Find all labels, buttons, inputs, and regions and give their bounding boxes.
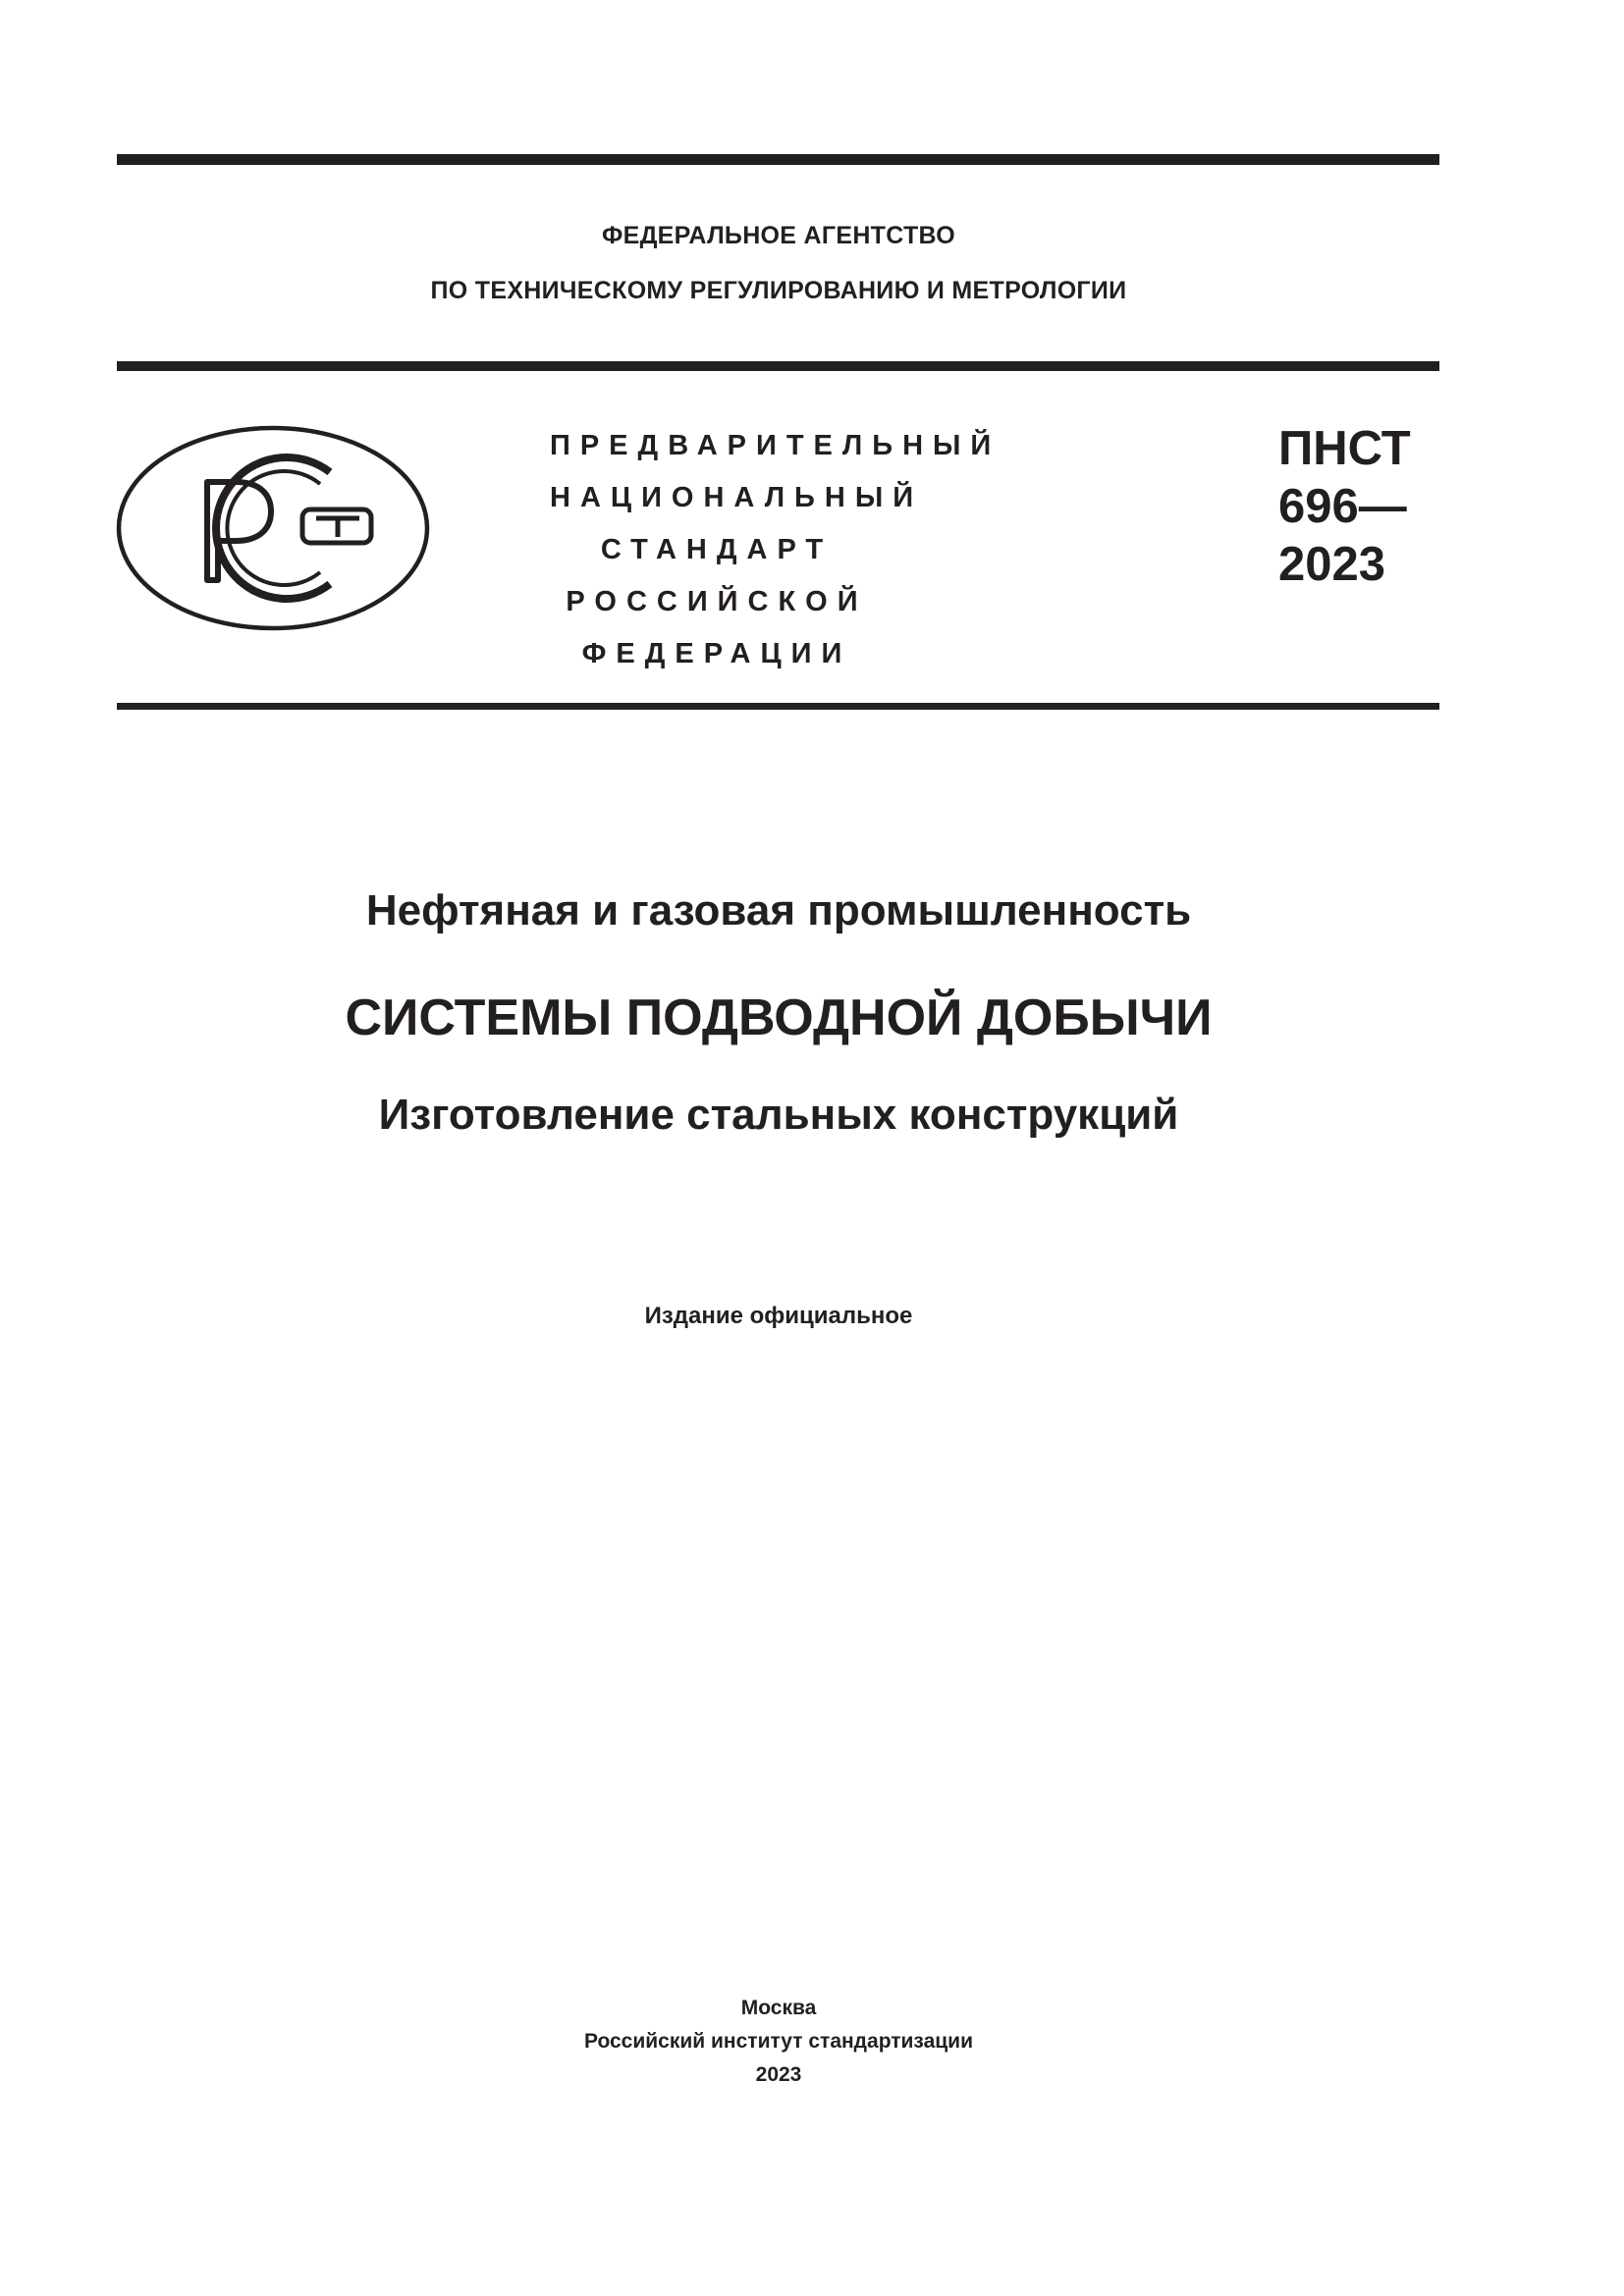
standard-type-line: НАЦИОНАЛЬНЫЙ: [550, 482, 924, 513]
standard-number-prefix: ПНСТ: [1278, 422, 1411, 475]
rst-emblem-icon: [116, 425, 430, 631]
edition-label: Издание официальное: [644, 1303, 913, 1329]
standard-type-line: РОССИЙСКОЙ: [566, 586, 868, 617]
standard-type-block: [550, 420, 1001, 680]
standard-number-year: 2023: [1278, 538, 1386, 591]
standard-type-line: СТАНДАРТ: [600, 534, 834, 565]
imprint-year: 2023: [755, 2063, 802, 2086]
standard-type-line: ФЕДЕРАЦИИ: [581, 638, 852, 669]
standard-type-line: ПРЕДВАРИТЕЛЬНЫЙ: [550, 430, 1001, 461]
bottom-rule: [117, 703, 1439, 710]
agency-name-line2: ПО ТЕХНИЧЕСКОМУ РЕГУЛИРОВАНИЮ И МЕТРОЛОГИИ: [430, 277, 1127, 304]
agency-name-line1: ФЕДЕРАЛЬНОЕ АГЕНТСТВО: [601, 222, 956, 249]
middle-rule: [117, 361, 1439, 371]
top-rule: [117, 154, 1439, 165]
standard-number-value: 696—: [1278, 480, 1407, 533]
standard-number: [1278, 420, 1411, 594]
title-main: СИСТЕМЫ ПОДВОДНОЙ ДОБЫЧИ: [345, 989, 1213, 1046]
imprint-publisher: Российский институт стандартизации: [583, 2030, 974, 2053]
title-subtitle: Изготовление стальных конструкций: [378, 1091, 1179, 1139]
title-industry: Нефтяная и газовая промышленность: [365, 886, 1192, 934]
imprint-city: Москва: [740, 1997, 817, 2019]
imprint: [0, 1992, 1557, 2092]
